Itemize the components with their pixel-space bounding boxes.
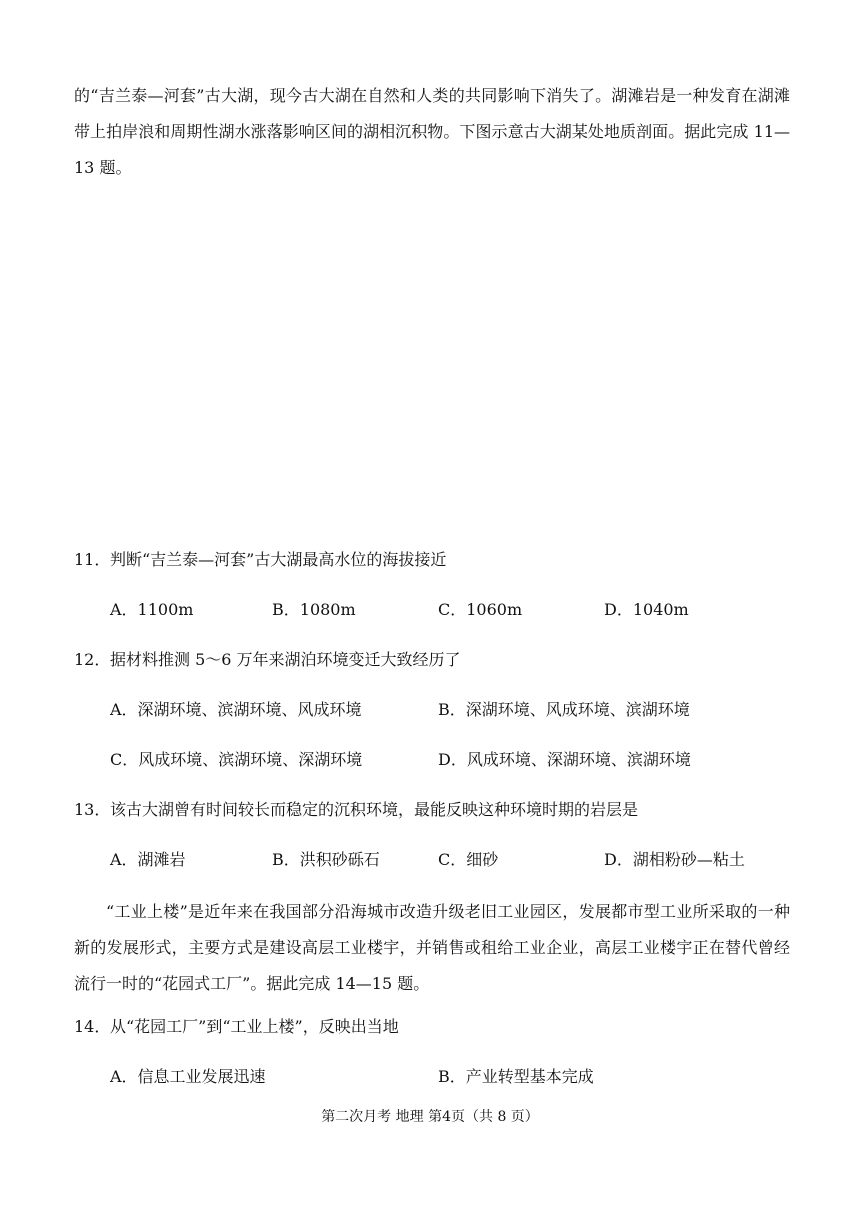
option-11-a: A．1100m [110,600,194,619]
question-number: 11． [74,550,111,569]
question-11 [74,549,446,571]
option-12-a: A．深湖环境、滨湖环境、风成环境 [110,700,362,719]
option-13-c: C．细砂 [438,850,499,869]
question-stem: 据材料推测 5～6 万年来湖泊环境变迁大致经历了 [110,650,461,669]
option-11-b: B．1080m [272,600,356,619]
question-12 [74,649,461,671]
option-12-b: B．深湖环境、风成环境、滨湖环境 [438,700,690,719]
question-number: 13． [74,800,111,819]
figure-area [74,192,790,522]
question-13 [74,799,638,821]
question-stem: 从“花园工厂”到“工业上楼”，反映出当地 [110,1017,399,1036]
question-number: 14． [74,1017,111,1036]
passage-industry: “工业上楼”是近年来在我国部分沿海城市改造升级老旧工业园区，发展都市型工业所采取的一种新的发展形式，主要方式是建设高层工业楼宇，并销售或租给工业企业，高层工业楼宇正在替代曾经流行一时的“花园式工厂”。据此完成 14—15 题。 [74,902,790,993]
question-14 [74,1016,399,1038]
question-number: 12． [74,650,111,669]
question-stem: 判断“吉兰泰—河套”古大湖最高水位的海拔接近 [110,550,447,569]
question-stem: 该古大湖曾有时间较长而稳定的沉积环境，最能反映这种环境时期的岩层是 [110,800,639,819]
intro-paragraph: 的“吉兰泰—河套”古大湖，现今古大湖在自然和人类的共同影响下消失了。湖滩岩是一种发育在湖滩带上拍岸浪和周期性湖水涨落影响区间的湖相沉积物。下图示意古大湖某处地质剖面。据此完成 11—13 题。 [74,86,790,177]
option-14-a: A．信息工业发展迅速 [110,1067,266,1086]
page-footer: 第二次月考 地理 第4页（共 8 页） [321,1109,539,1125]
option-12-d: D．风成环境、深湖环境、滨湖环境 [438,750,691,769]
option-11-c: C．1060m [438,600,523,619]
option-12-c: C．风成环境、滨湖环境、深湖环境 [110,750,363,769]
option-14-b: B．产业转型基本完成 [438,1067,594,1086]
option-13-a: A．湖滩岩 [110,850,186,869]
option-13-d: D．湖相粉砂—粘土 [604,850,745,869]
option-13-b: B．洪积砂砾石 [272,850,380,869]
option-11-d: D．1040m [604,600,689,619]
